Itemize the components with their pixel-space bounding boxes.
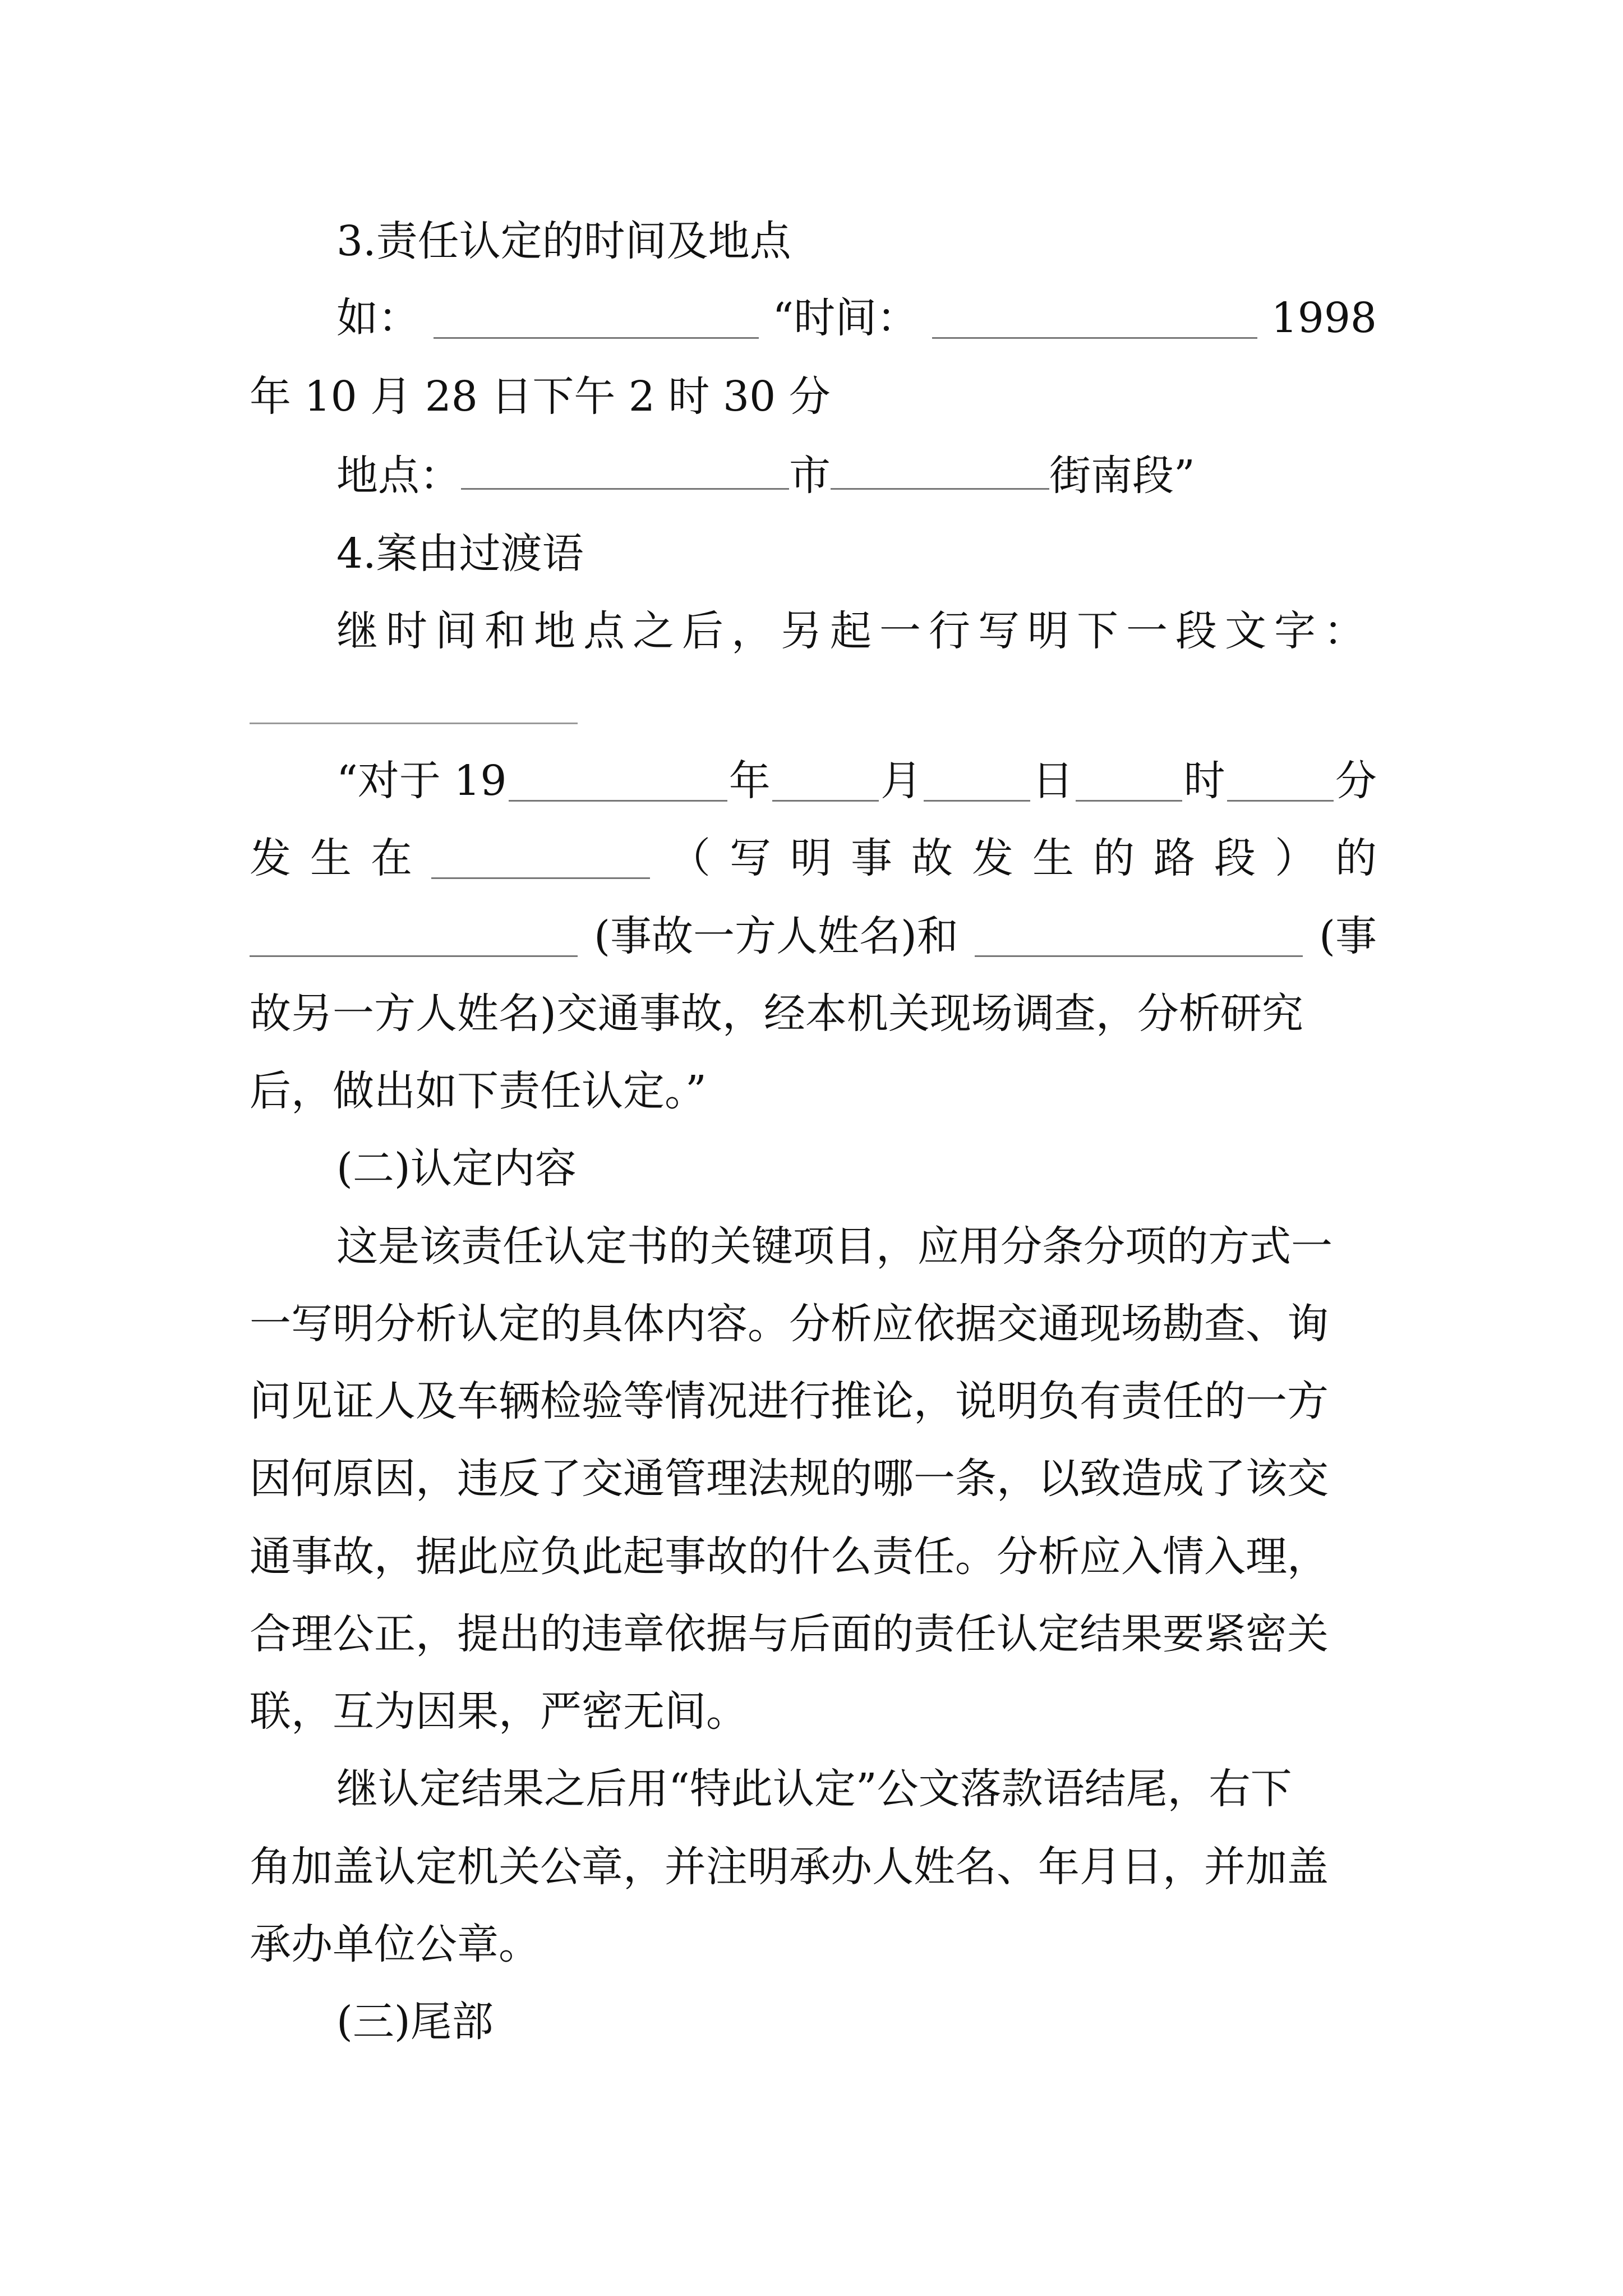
quote-line-3 <box>250 912 1377 960</box>
road-note-char: 写 <box>730 834 771 882</box>
road-note-char: 故 <box>911 834 953 882</box>
blank-line <box>772 766 879 802</box>
time-line-2: 年 10 月 28 日下午 2 时 30 分 <box>250 372 831 421</box>
road-note-char: 发 <box>972 834 1013 882</box>
para-content-line: 问见证人及车辆检验等情况进行推论，说明负有责任的一方 <box>250 1377 1329 1425</box>
occur-char: 生 <box>310 834 352 882</box>
unit-minute: 分 <box>1335 757 1377 805</box>
occur-char: 在 <box>371 834 412 882</box>
para-content-line: 联，互为因果，严密无间。 <box>250 1687 748 1736</box>
para-content-line: 通事故，据此应负此起事故的什么责任。分析应入情入理， <box>250 1533 1329 1581</box>
blank-line <box>1227 766 1334 802</box>
place-label: 地点： <box>336 452 461 500</box>
blank-line <box>431 844 650 879</box>
para-ending-line: 承办单位公章。 <box>250 1920 540 1968</box>
heading-transition: 4.案由过渡语 <box>336 530 584 578</box>
para-content-line: 一写明分析认定的具体内容。分析应依据交通现场勘查、询 <box>250 1300 1329 1348</box>
road-note-char: 段 <box>1214 834 1256 882</box>
blank-line <box>461 454 789 490</box>
unit-hour: 时 <box>1183 757 1225 805</box>
quote-line-1 <box>336 757 1377 805</box>
place-line <box>336 452 1377 500</box>
road-note-char: 事 <box>851 834 892 882</box>
divider-line <box>250 723 578 724</box>
road-note-char: 路 <box>1154 834 1195 882</box>
para-content-line: 这是该责任认定书的关键项目，应用分条分项的方式一 <box>336 1222 1332 1271</box>
quote-line-5: 后，做出如下责任认定。” <box>250 1067 707 1115</box>
section-two-title: (二)认定内容 <box>336 1144 577 1193</box>
para-ending-line: 角加盖认定机关公章，并注明承办人姓名、年月日，并加盖 <box>250 1843 1329 1891</box>
unit-day: 日 <box>1032 757 1074 805</box>
party-one: (事故一方人姓名)和 <box>594 912 958 960</box>
blank-line <box>434 303 759 339</box>
blank-line <box>932 303 1257 339</box>
para-content-line: 因何原因，违反了交通管理法规的哪一条，以致造成了该交 <box>250 1455 1329 1503</box>
quote-start: “对于 19 <box>336 757 507 805</box>
time-line <box>336 294 1377 342</box>
occur-char: 发 <box>250 834 291 882</box>
road-note-char: ） <box>1275 834 1316 882</box>
unit-month: 月 <box>880 757 923 805</box>
year-start: 1998 <box>1271 294 1377 342</box>
road-note-char: 生 <box>1032 834 1074 882</box>
time-label: “时间： <box>772 294 919 342</box>
blank-line <box>831 454 1049 490</box>
example-prefix: 如： <box>336 294 419 342</box>
road-note-char: 明 <box>790 834 832 882</box>
section-three-title: (三)尾部 <box>336 1998 494 2046</box>
place-street: 街南段” <box>1049 452 1195 500</box>
party-two-open: (事 <box>1319 912 1377 960</box>
transition-intro: 继时间和地点之后，另起一行写明下一段文字： <box>336 607 1373 655</box>
road-note-char: 的 <box>1093 834 1135 882</box>
road-note-char: （ <box>669 834 711 882</box>
blank-line <box>250 922 578 957</box>
para-content-line: 合理公正，提出的违章依据与后面的责任认定结果要紧密关 <box>250 1610 1329 1658</box>
blank-line <box>975 922 1303 957</box>
quote-line-2 <box>250 834 1377 882</box>
unit-year: 年 <box>728 757 771 805</box>
para-ending-line: 继认定结果之后用“特此认定”公文落款语结尾，右下 <box>336 1765 1292 1813</box>
blank-line <box>924 766 1030 802</box>
heading-time-place: 3.责任认定的时间及地点 <box>336 217 791 265</box>
blank-line <box>1076 766 1182 802</box>
blank-line <box>509 766 727 802</box>
quote-line-4: 故另一方人姓名)交通事故，经本机关现场调查，分析研究 <box>250 990 1303 1038</box>
place-city: 市 <box>789 452 831 500</box>
road-note-char: 的 <box>1335 834 1377 882</box>
